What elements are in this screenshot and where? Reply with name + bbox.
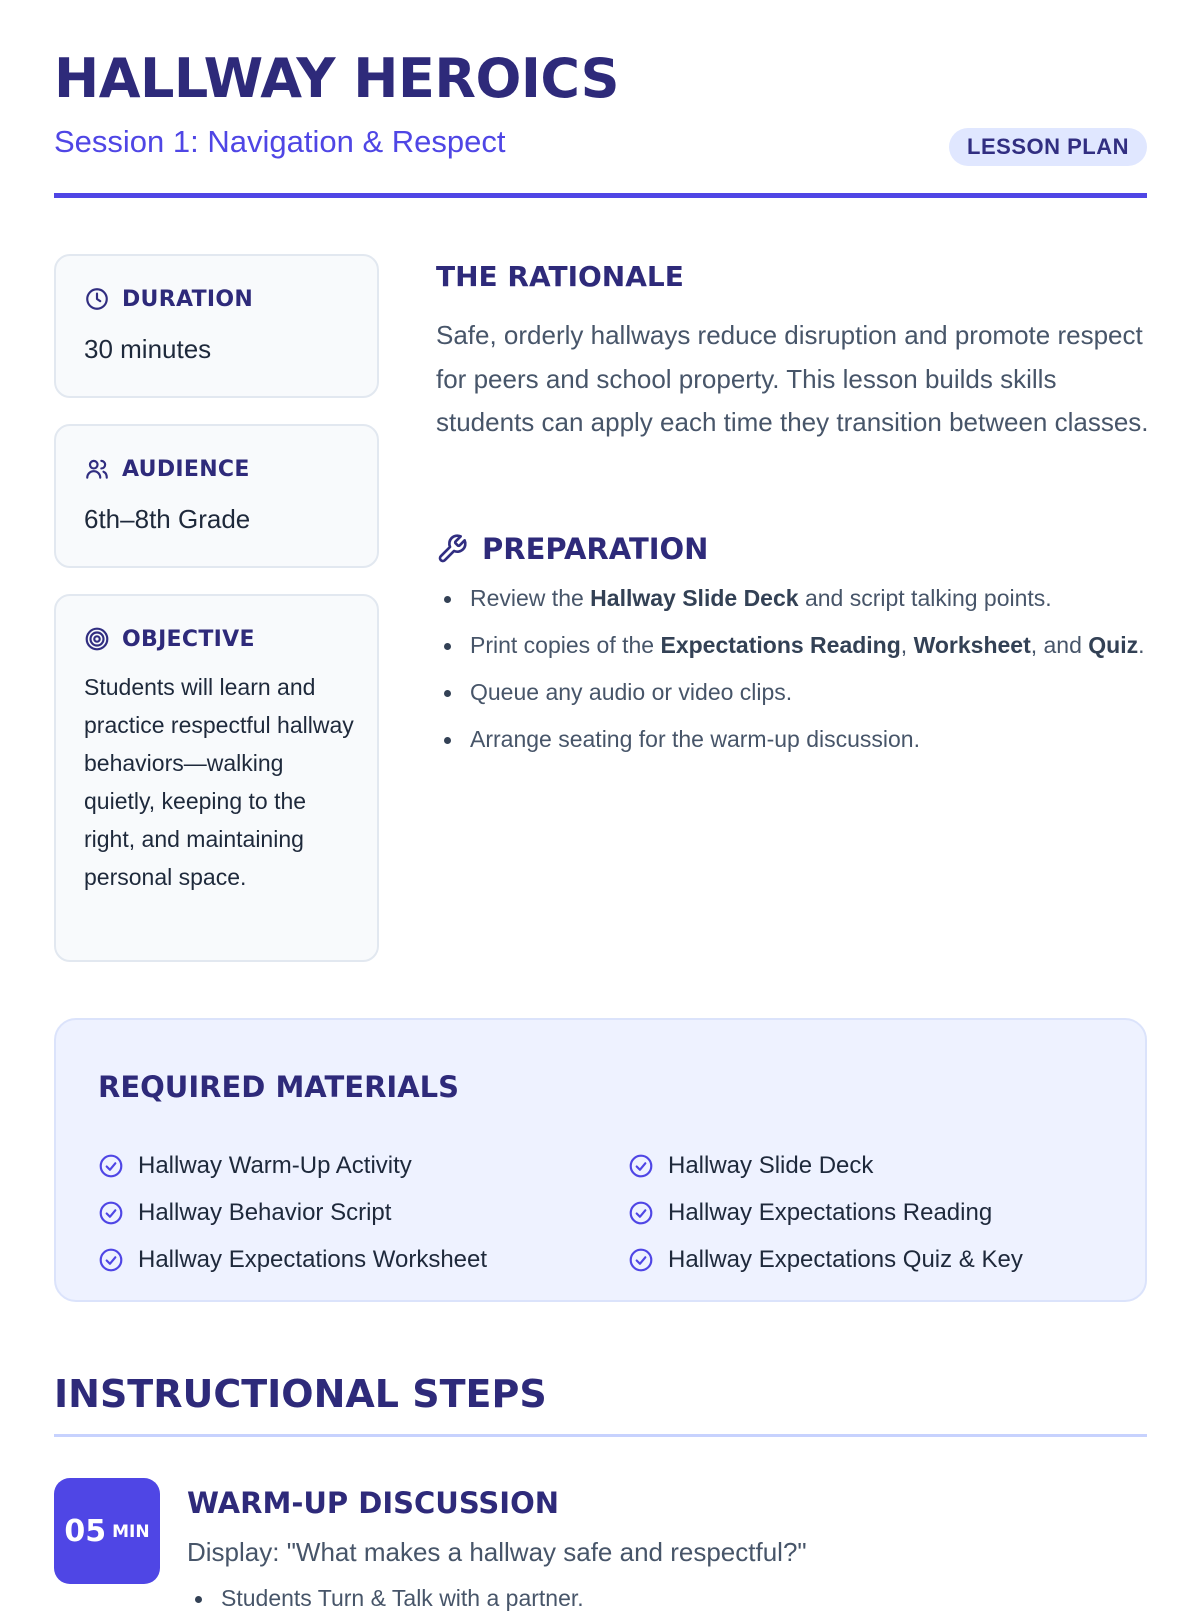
material-item: Hallway Expectations Worksheet — [98, 1246, 487, 1274]
page-title: HALLWAY HEROICS — [54, 47, 619, 110]
steps-divider — [54, 1434, 1147, 1437]
preparation-heading — [436, 532, 708, 566]
step-minutes-unit: MIN — [112, 1522, 150, 1542]
session-subtitle: Session 1: Navigation & Respect — [54, 124, 506, 159]
lesson-plan-badge: LESSON PLAN — [949, 128, 1147, 166]
material-item: Hallway Expectations Reading — [628, 1199, 992, 1227]
check-circle-icon — [98, 1247, 124, 1273]
check-circle-icon — [628, 1200, 654, 1226]
list-item: Students Turn & Talk with a partner. — [187, 1582, 584, 1615]
objective-label: OBJECTIVE — [122, 626, 255, 652]
list-item: Queue any audio or video clips. — [436, 676, 1151, 709]
rationale-heading: THE RATIONALE — [436, 260, 684, 293]
required-materials-panel — [54, 1018, 1147, 1302]
check-circle-icon — [98, 1200, 124, 1226]
material-item: Hallway Slide Deck — [628, 1152, 873, 1180]
duration-value: 30 minutes — [84, 334, 212, 364]
audience-label: AUDIENCE — [122, 456, 250, 482]
users-icon — [84, 456, 110, 482]
preparation-heading-text: PREPARATION — [482, 532, 709, 566]
step-duration-badge — [54, 1478, 160, 1584]
step-title: WARM-UP DISCUSSION — [187, 1486, 560, 1520]
preparation-list — [436, 582, 1151, 770]
material-item: Hallway Expectations Quiz & Key — [628, 1246, 1023, 1274]
audience-value: 6th–8th Grade — [84, 504, 251, 534]
materials-heading: REQUIRED MATERIALS — [98, 1070, 460, 1104]
objective-text: Students will learn and practice respectful hallway behaviors—walking quietly, keeping to the right, and maintaining personal space. — [84, 674, 354, 890]
audience-card — [54, 424, 379, 568]
material-item: Hallway Behavior Script — [98, 1199, 391, 1227]
duration-card — [54, 254, 379, 398]
objective-card — [54, 594, 379, 962]
check-circle-icon — [98, 1153, 124, 1179]
check-circle-icon — [628, 1247, 654, 1273]
clock-icon — [84, 286, 110, 312]
material-item: Hallway Warm-Up Activity — [98, 1152, 412, 1180]
step-display-prompt: Display: "What makes a hallway safe and respectful?" — [187, 1537, 807, 1567]
wrench-icon — [436, 533, 468, 565]
list-item: Review the Hallway Slide Deck and script talking points. — [436, 582, 1151, 615]
header-divider — [54, 193, 1147, 198]
list-item: Print copies of the Expectations Reading, Worksheet, and Quiz. — [436, 629, 1151, 662]
target-icon — [84, 626, 110, 652]
list-item: Arrange seating for the warm-up discussion. — [436, 723, 1151, 756]
instructional-steps-heading: INSTRUCTIONAL STEPS — [54, 1372, 547, 1416]
check-circle-icon — [628, 1153, 654, 1179]
step-minutes: 05 — [64, 1513, 107, 1549]
rationale-text: Safe, orderly hallways reduce disruption and promote respect for peers and school property. This lesson builds skills students can apply each time they transition between classes. — [436, 320, 1149, 437]
duration-label: DURATION — [122, 286, 254, 312]
step-bullet-list — [187, 1582, 584, 1615]
